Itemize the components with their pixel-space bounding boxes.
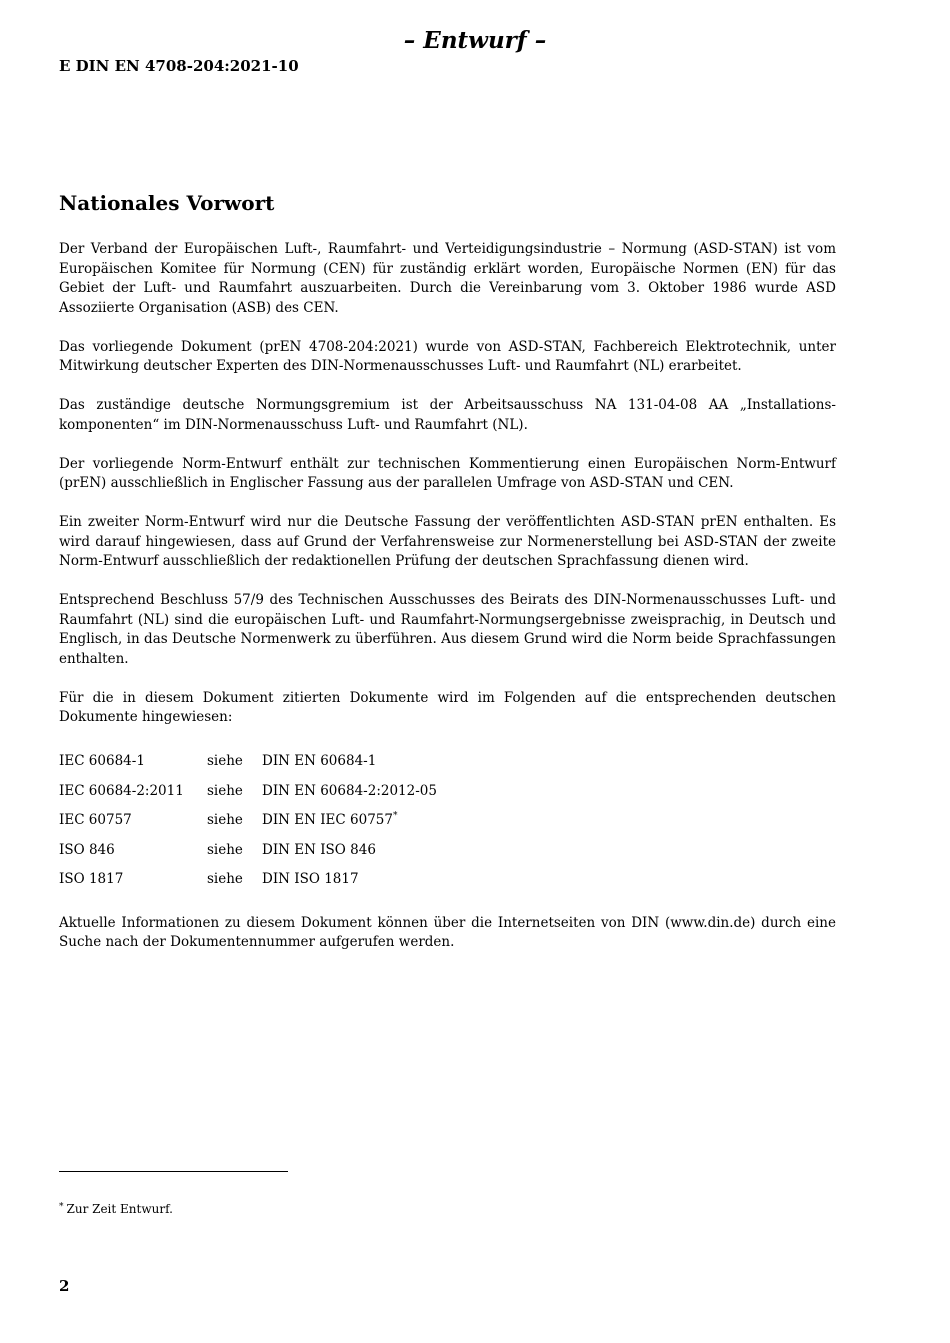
section-title: Nationales Vorwort (59, 191, 275, 215)
reference-relation: siehe (207, 782, 243, 799)
reference-source: IEC 60684-1 (59, 753, 145, 769)
draft-label: – Entwurf – (403, 27, 547, 54)
page-number: 2 (59, 1277, 70, 1295)
reference-row (59, 777, 437, 807)
footnote-divider (59, 1171, 288, 1172)
paragraph-further-info: Aktuelle Informationen zu diesem Dokument können über die Internetseiten von DIN (www.din.de) durch eine Suche nach der Dokumentennummer aufgerufen werden. (59, 914, 836, 950)
reference-target: DIN EN ISO 846 (262, 841, 376, 858)
document-body (59, 240, 836, 972)
paragraph-document-origin: Das vorliegende Dokument (prEN 4708-204:2021) wurde von ASD-STAN, Fachbereich Elektrotechnik, unter Mitwirkung deutscher Experten des DIN-Normenausschusses Luft- und Raumfahrt (NL) erarbeitet. (59, 338, 836, 374)
paragraph-draft-content: Der vorliegende Norm-Entwurf enthält zur technischen Kommentierung einen Europäischen Norm-Entwurf (prEN) ausschließlich in Englischer Fassung aus der parallelen Umfrage von ASD-STAN und CEN. (59, 455, 836, 491)
reference-relation: siehe (207, 812, 243, 828)
reference-target: DIN EN 60684-2:2012-05 (262, 782, 437, 799)
reference-source: IEC 60684-2:2011 (59, 782, 184, 799)
document-id: E DIN EN 4708-204:2021-10 (59, 57, 299, 75)
reference-footnote-mark: * (392, 811, 398, 821)
reference-target-cell (262, 777, 437, 807)
reference-source: ISO 846 (59, 841, 115, 858)
reference-row (59, 747, 437, 777)
reference-target-cell (262, 865, 437, 895)
reference-relation: siehe (207, 753, 243, 769)
paragraph-asd-stan: Der Verband der Europäischen Luft-, Raumfahrt- und Verteidigungsindustrie – Normung (ASD-STAN) ist vom Europäischen Komitee für Normung (CEN) für zuständig erklärt worden, Europäische Normen (EN) für das Gebiet der Luft- und Raumfahrt auszuarbeiten. Durch die Vereinbarung vom 3. Oktober 1986 wurde ASD Assoziierte Organisation (ASB) des CEN. (59, 241, 836, 316)
reference-row (59, 806, 437, 836)
footnote-mark: * (59, 1202, 64, 1212)
reference-row (59, 836, 437, 866)
footnote (59, 1200, 173, 1218)
reference-target: DIN EN IEC 60757 (262, 812, 393, 828)
reference-source: IEC 60757 (59, 812, 132, 828)
paragraph-resolution: Entsprechend Beschluss 57/9 des Technischen Ausschusses des Beirats des DIN-Normenausschusses Luft- und Raumfahrt (NL) sind die europäischen Luft- und Raumfahrt-Normungsergebnisse zweisprachig, in Deutsch und Englisch, in das Deutsche Normenwerk zu überführen. Aus diesem Grund wird die Norm beide Sprachfassungen enthalten. (59, 592, 836, 667)
reference-relation: siehe (207, 871, 243, 887)
reference-target-cell (262, 747, 437, 777)
reference-target: DIN EN 60684-1 (262, 753, 377, 769)
footnote-text: Zur Zeit Entwurf. (66, 1202, 173, 1216)
paragraph-references-intro: Für die in diesem Dokument zitierten Dokumente wird im Folgenden auf die entsprechenden deutschen Dokumente hingewiesen: (59, 689, 836, 725)
reference-target-cell (262, 806, 437, 836)
paragraph-committee: Das zuständige deutsche Normungsgremium ist der Arbeitsausschuss NA 131-04-08 AA „Installations-komponenten“ im DIN-Normenausschuss Luft- und Raumfahrt (NL). (59, 397, 836, 433)
reference-row (59, 865, 437, 895)
reference-target-cell (262, 836, 437, 866)
reference-relation: siehe (207, 841, 243, 858)
reference-source: ISO 1817 (59, 871, 124, 887)
reference-target: DIN ISO 1817 (262, 871, 359, 887)
paragraph-second-draft: Ein zweiter Norm-Entwurf wird nur die Deutsche Fassung der veröffentlichten ASD-STAN prEN enthalten. Es wird darauf hingewiesen, dass auf Grund der Verfahrensweise zur Normenerstellung bei ASD-STAN der zweite Norm-Entwurf ausschließlich der redaktionellen Prüfung der deutschen Sprachfassung dienen wird. (59, 514, 836, 569)
references-table (59, 747, 437, 895)
